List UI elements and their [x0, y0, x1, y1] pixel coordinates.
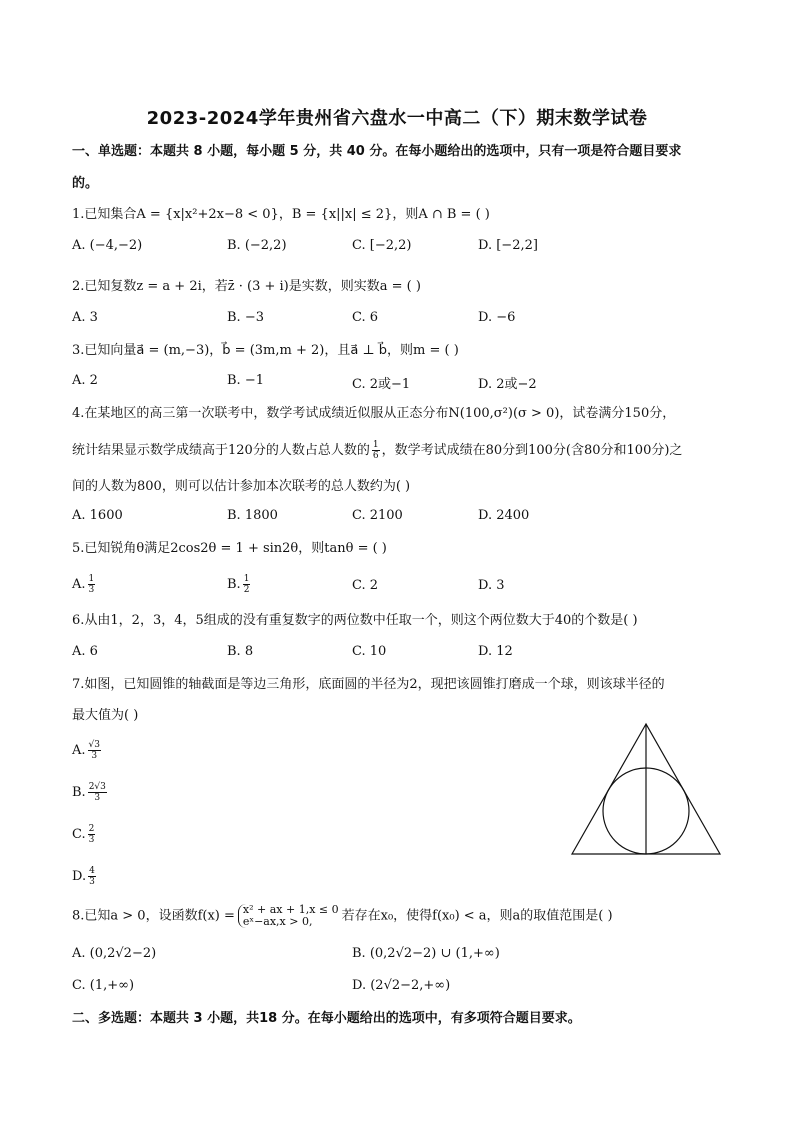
question-7-option-d-denominator: 3: [89, 877, 95, 887]
question-5-options: [72, 574, 732, 595]
question-2-option-c: C. 6: [352, 310, 379, 325]
question-4-stem-line1: 4.在某地区的高三第一次联考中，数学考试成绩近似服从正态分布N(100,σ²)(σ > 0)，试卷满分150分，: [72, 406, 676, 421]
question-7-option-a-numerator: √3: [88, 740, 100, 750]
question-7-option-c-fraction: [88, 824, 96, 845]
question-7-stem-line2: 最大值为( ): [72, 708, 139, 723]
question-8-option-c: C. (1,+∞): [72, 978, 135, 993]
section2-instructions: 二、多选题：本题共 3 小题，共18 分。在每小题给出的选项中，有多项符合题目要求。: [72, 1011, 581, 1026]
question-7-option-d: [72, 866, 98, 887]
question-8-piece-1: x² + ax + 1,x ≤ 0: [242, 903, 339, 916]
question-4-stem-line2-part1: 统计结果显示数学成绩高于120分的人数占总人数的: [72, 443, 370, 458]
question-4-fraction-numerator: 1: [372, 440, 379, 450]
question-6-option-c: C. 10: [352, 644, 387, 659]
question-2-option-a: A. 3: [72, 310, 98, 325]
question-4-options: [72, 508, 732, 526]
question-7-option-c-label: C.: [72, 827, 86, 842]
question-7-option-d-label: D.: [72, 869, 87, 884]
question-7-option-b-label: B.: [72, 785, 86, 800]
question-5-option-a: [72, 574, 97, 595]
question-5-option-b-fraction: [243, 574, 251, 595]
question-6-option-a: A. 6: [72, 644, 98, 659]
question-5-option-a-denominator: 3: [88, 585, 95, 595]
question-5-option-b-numerator: 1: [243, 574, 250, 584]
question-4-option-d: D. 2400: [478, 508, 530, 523]
question-8-piece-2: eˣ−ax,x > 0,: [242, 915, 313, 928]
question-5-option-a-numerator: 1: [88, 574, 95, 584]
question-4-stem-line2: [72, 440, 682, 461]
question-7-option-b-fraction: [88, 782, 107, 803]
question-6-options: [72, 644, 732, 662]
question-4-stem-line3: 间的人数为800，则可以估计参加本次联考的总人数约为( ): [72, 479, 411, 494]
question-1-options: [72, 238, 732, 256]
question-5-option-a-fraction: [88, 574, 96, 595]
question-7-option-c-denominator: 3: [88, 835, 95, 845]
question-8-option-b: B. (0,2√2−2) ∪ (1,+∞): [352, 946, 500, 961]
question-3-stem: 3.已知向量a⃗ = (m,−3)，b⃗ = (3m,m + 2)，且a⃗ ⊥ b⃗，则m = ( ): [72, 343, 459, 358]
cone-cross-section-figure: [568, 720, 724, 860]
question-7-option-a-label: A.: [72, 743, 86, 758]
question-4-stem-line2-part2: ，数学考试成绩在80分到100分(含80分和100分)之: [381, 443, 683, 458]
question-1-option-d: D. [−2,2]: [478, 238, 538, 253]
question-5-option-b-denominator: 2: [243, 585, 250, 595]
section1-instructions-line2: 的。: [72, 176, 99, 191]
question-4-option-b: B. 1800: [227, 508, 278, 523]
section1-instructions-line1: 一、单选题：本题共 8 小题，每小题 5 分，共 40 分。在每小题给出的选项中，只有一项是符合题目要求: [72, 144, 682, 159]
question-8-option-a: A. (0,2√2−2): [72, 946, 157, 961]
question-1-option-b: B. (−2,2): [227, 238, 287, 253]
question-3-option-c: C. 2或−1: [352, 377, 411, 392]
question-7-option-c-numerator: 2: [88, 824, 95, 834]
question-7-option-d-numerator: 4: [89, 866, 95, 876]
question-8-piecewise: [238, 904, 339, 928]
question-7-option-a-fraction: [88, 740, 101, 761]
question-8-option-d: D. (2√2−2,+∞): [352, 978, 451, 993]
question-3-option-b: B. −1: [227, 373, 264, 388]
question-2-option-b: B. −3: [227, 310, 264, 325]
question-4-option-c: C. 2100: [352, 508, 403, 523]
question-8-stem-part2: 若存在x₀，使得f(x₀) < a，则a的取值范围是( ): [341, 908, 613, 924]
question-1-option-c: C. [−2,2): [352, 238, 412, 253]
question-6-option-b: B. 8: [227, 644, 254, 659]
question-2-options: [72, 310, 732, 328]
question-8-options-row2: [72, 978, 732, 996]
question-5-option-b-label: B.: [227, 577, 241, 592]
question-7-option-d-fraction: [88, 866, 96, 887]
question-5-stem: 5.已知锐角θ满足2cos2θ = 1 + sin2θ，则tanθ = ( ): [72, 541, 387, 556]
question-5-option-a-label: A.: [72, 577, 86, 592]
question-4-fraction-denominator: 6: [372, 451, 379, 461]
question-7-option-b-numerator: 2√3: [88, 782, 106, 792]
question-8-stem: [72, 904, 613, 928]
question-5-option-d: D. 3: [478, 578, 505, 593]
question-6-stem: 6.从由1，2，3，4，5组成的没有重复数字的两位数中任取一个，则这个两位数大于40的个数是( ): [72, 613, 638, 628]
question-8-options-row1: [72, 946, 732, 964]
question-7-option-a: [72, 740, 103, 761]
question-5-option-b: [227, 574, 252, 595]
page-title: 2023-2024学年贵州省六盘水一中高二（下）期末数学试卷: [146, 108, 648, 129]
question-1-option-a: A. (−4,−2): [72, 238, 143, 253]
question-3-options: [72, 373, 732, 391]
question-1-stem: 1.已知集合A = {x|x²+2x−8 < 0}，B = {x||x| ≤ 2}，则A ∩ B = ( ): [72, 207, 490, 222]
question-7-option-b-denominator: 3: [94, 793, 101, 803]
question-2-option-d: D. −6: [478, 310, 516, 325]
question-2-stem: 2.已知复数z = a + 2i，若z̄ · (3 + i)是实数，则实数a = ( ): [72, 279, 421, 294]
question-5-option-c: C. 2: [352, 578, 379, 593]
question-3-option-d: D. 2或−2: [478, 377, 537, 392]
question-4-option-a: A. 1600: [72, 508, 123, 523]
question-7-stem-line1: 7.如图，已知圆锥的轴截面是等边三角形，底面圆的半径为2，现把该圆锥打磨成一个球，则该球半径的: [72, 677, 665, 692]
question-7-option-a-denominator: 3: [91, 751, 98, 761]
question-7-option-b: [72, 782, 109, 803]
question-3-option-a: A. 2: [72, 373, 98, 388]
question-8-stem-part1: 8.已知a > 0，设函数f(x) =: [72, 908, 235, 924]
question-7-option-c: [72, 824, 97, 845]
question-4-fraction: [372, 440, 380, 461]
question-6-option-d: D. 12: [478, 644, 513, 659]
